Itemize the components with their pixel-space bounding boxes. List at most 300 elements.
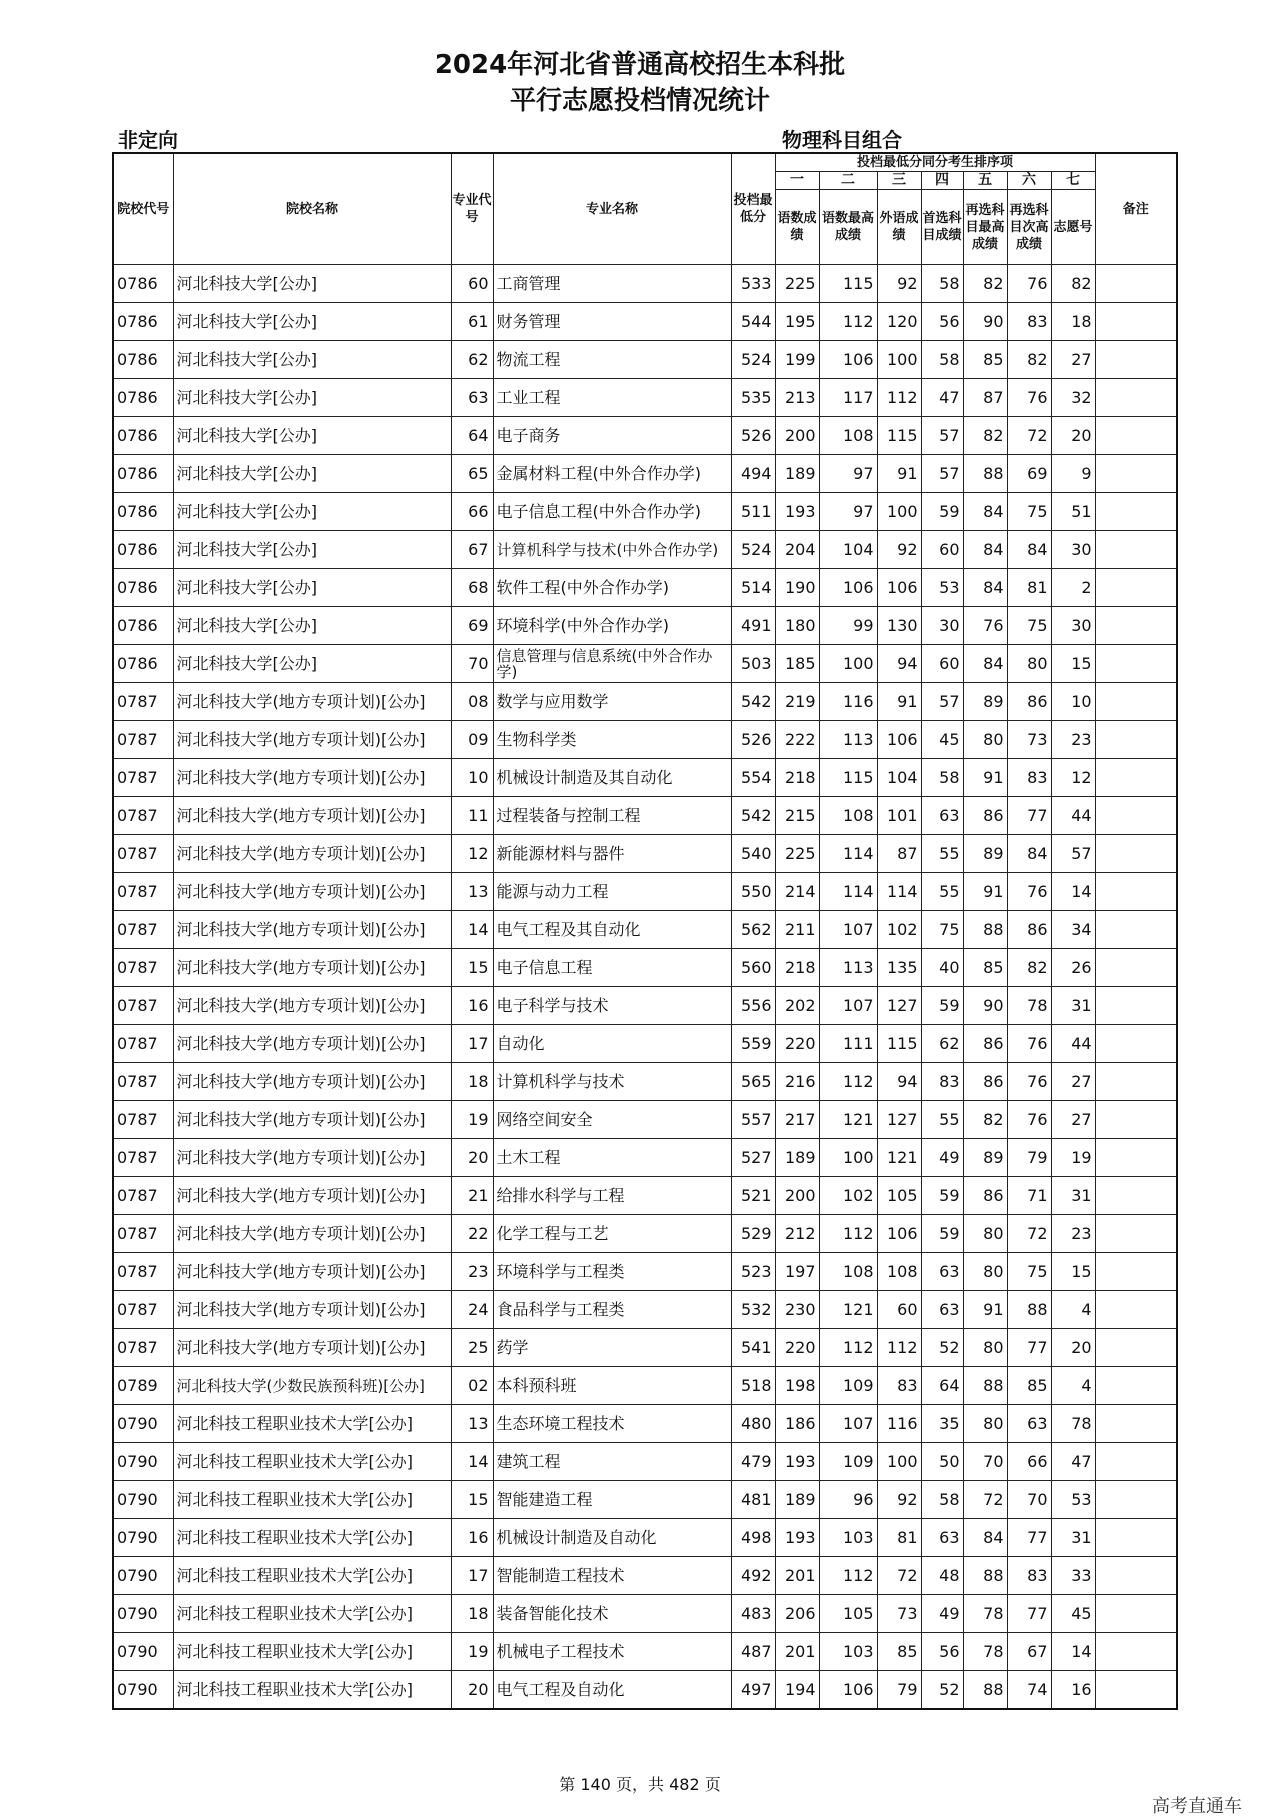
min-score-cell: 526 xyxy=(731,417,775,455)
rank-item-3-cell: 101 xyxy=(877,797,921,835)
major-name-cell: 给排水科学与工程 xyxy=(493,1177,731,1215)
rank-item-4-cell: 58 xyxy=(921,1481,963,1519)
school-code-cell: 0790 xyxy=(113,1519,173,1557)
min-score-cell: 532 xyxy=(731,1291,775,1329)
remark-cell xyxy=(1095,1557,1177,1595)
rank-item-4-cell: 62 xyxy=(921,1025,963,1063)
major-code-cell: 22 xyxy=(451,1215,493,1253)
rank-item-7-cell: 23 xyxy=(1051,721,1095,759)
major-code-cell: 13 xyxy=(451,873,493,911)
rank-item-5-cell: 84 xyxy=(963,645,1007,683)
rank-item-6-cell: 75 xyxy=(1007,607,1051,645)
rank-item-6-cell: 76 xyxy=(1007,265,1051,303)
rank-item-6-cell: 75 xyxy=(1007,1253,1051,1291)
rank-item-6-cell: 83 xyxy=(1007,1557,1051,1595)
rank-item-4-cell: 55 xyxy=(921,873,963,911)
rank-item-2-cell: 108 xyxy=(819,1253,877,1291)
rank-item-5-cell: 87 xyxy=(963,379,1007,417)
remark-cell xyxy=(1095,1595,1177,1633)
rank-item-4-cell: 75 xyxy=(921,911,963,949)
school-name-cell: 河北科技工程职业技术大学[公办] xyxy=(173,1557,451,1595)
school-name-cell: 河北科技大学(地方专项计划)[公办] xyxy=(173,1291,451,1329)
remark-cell xyxy=(1095,1329,1177,1367)
rank-item-6-cell: 69 xyxy=(1007,455,1051,493)
header-remark: 备注 xyxy=(1095,153,1177,265)
major-code-cell: 11 xyxy=(451,797,493,835)
rank-item-2-cell: 107 xyxy=(819,911,877,949)
rank-item-7-cell: 26 xyxy=(1051,949,1095,987)
min-score-cell: 529 xyxy=(731,1215,775,1253)
min-score-cell: 491 xyxy=(731,607,775,645)
school-code-cell: 0786 xyxy=(113,265,173,303)
header-sub-item: 语数成绩 xyxy=(775,190,819,265)
school-name-cell: 河北科技大学(地方专项计划)[公办] xyxy=(173,721,451,759)
remark-cell xyxy=(1095,797,1177,835)
header-sub-item: 首选科目成绩 xyxy=(921,190,963,265)
school-name-cell: 河北科技工程职业技术大学[公办] xyxy=(173,1519,451,1557)
rank-item-6-cell: 77 xyxy=(1007,1329,1051,1367)
rank-item-3-cell: 106 xyxy=(877,721,921,759)
rank-item-1-cell: 204 xyxy=(775,531,819,569)
min-score-cell: 540 xyxy=(731,835,775,873)
rank-item-2-cell: 121 xyxy=(819,1101,877,1139)
rank-item-3-cell: 100 xyxy=(877,493,921,531)
rank-item-2-cell: 107 xyxy=(819,1405,877,1443)
school-code-cell: 0790 xyxy=(113,1671,173,1710)
major-name-cell: 装备智能化技术 xyxy=(493,1595,731,1633)
rank-item-7-cell: 30 xyxy=(1051,531,1095,569)
rank-item-5-cell: 86 xyxy=(963,797,1007,835)
rank-item-3-cell: 105 xyxy=(877,1177,921,1215)
rank-item-3-cell: 60 xyxy=(877,1291,921,1329)
major-code-cell: 70 xyxy=(451,645,493,683)
remark-cell xyxy=(1095,1253,1177,1291)
remark-cell xyxy=(1095,1177,1177,1215)
header-ordinal: 三 xyxy=(877,172,921,190)
rank-item-1-cell: 200 xyxy=(775,417,819,455)
rank-item-2-cell: 103 xyxy=(819,1519,877,1557)
rank-item-1-cell: 186 xyxy=(775,1405,819,1443)
remark-cell xyxy=(1095,759,1177,797)
rank-item-2-cell: 112 xyxy=(819,1329,877,1367)
min-score-cell: 521 xyxy=(731,1177,775,1215)
rank-item-4-cell: 40 xyxy=(921,949,963,987)
major-code-cell: 02 xyxy=(451,1367,493,1405)
rank-item-7-cell: 27 xyxy=(1051,1063,1095,1101)
rank-item-2-cell: 102 xyxy=(819,1177,877,1215)
rank-item-4-cell: 49 xyxy=(921,1139,963,1177)
table-row xyxy=(113,265,1177,303)
rank-item-4-cell: 60 xyxy=(921,645,963,683)
school-code-cell: 0790 xyxy=(113,1481,173,1519)
rank-item-5-cell: 85 xyxy=(963,949,1007,987)
major-code-cell: 08 xyxy=(451,683,493,721)
school-name-cell: 河北科技工程职业技术大学[公办] xyxy=(173,1595,451,1633)
table-header xyxy=(113,153,1177,265)
rank-item-5-cell: 88 xyxy=(963,1671,1007,1710)
header-ordinal: 二 xyxy=(819,172,877,190)
rank-item-2-cell: 117 xyxy=(819,379,877,417)
school-name-cell: 河北科技大学(地方专项计划)[公办] xyxy=(173,1063,451,1101)
min-score-cell: 498 xyxy=(731,1519,775,1557)
school-code-cell: 0789 xyxy=(113,1367,173,1405)
min-score-cell: 565 xyxy=(731,1063,775,1101)
remark-cell xyxy=(1095,911,1177,949)
rank-item-5-cell: 70 xyxy=(963,1443,1007,1481)
major-name-cell: 工业工程 xyxy=(493,379,731,417)
table-row xyxy=(113,1329,1177,1367)
rank-item-7-cell: 31 xyxy=(1051,1177,1095,1215)
table-row xyxy=(113,531,1177,569)
school-name-cell: 河北科技大学(地方专项计划)[公办] xyxy=(173,835,451,873)
major-code-cell: 18 xyxy=(451,1063,493,1101)
major-code-cell: 15 xyxy=(451,1481,493,1519)
rank-item-4-cell: 63 xyxy=(921,1519,963,1557)
rank-item-6-cell: 84 xyxy=(1007,835,1051,873)
rank-item-1-cell: 213 xyxy=(775,379,819,417)
header-ordinal: 一 xyxy=(775,172,819,190)
min-score-cell: 541 xyxy=(731,1329,775,1367)
remark-cell xyxy=(1095,379,1177,417)
header-major-code: 专业代号 xyxy=(451,153,493,265)
remark-cell xyxy=(1095,265,1177,303)
header-sub-item: 再选科目次高成绩 xyxy=(1007,190,1051,265)
rank-item-5-cell: 90 xyxy=(963,303,1007,341)
school-name-cell: 河北科技大学(地方专项计划)[公办] xyxy=(173,949,451,987)
min-score-cell: 511 xyxy=(731,493,775,531)
rank-item-5-cell: 80 xyxy=(963,1405,1007,1443)
school-code-cell: 0787 xyxy=(113,873,173,911)
rank-item-6-cell: 82 xyxy=(1007,949,1051,987)
rank-item-1-cell: 218 xyxy=(775,949,819,987)
rank-item-1-cell: 220 xyxy=(775,1329,819,1367)
school-code-cell: 0786 xyxy=(113,531,173,569)
rank-item-5-cell: 88 xyxy=(963,455,1007,493)
major-name-cell: 计算机科学与技术(中外合作办学) xyxy=(493,531,731,569)
min-score-cell: 526 xyxy=(731,721,775,759)
rank-item-4-cell: 59 xyxy=(921,1177,963,1215)
rank-item-3-cell: 73 xyxy=(877,1595,921,1633)
rank-item-3-cell: 121 xyxy=(877,1139,921,1177)
rank-item-5-cell: 91 xyxy=(963,873,1007,911)
school-code-cell: 0786 xyxy=(113,569,173,607)
rank-item-2-cell: 97 xyxy=(819,455,877,493)
rank-item-6-cell: 82 xyxy=(1007,341,1051,379)
rank-item-4-cell: 64 xyxy=(921,1367,963,1405)
remark-cell xyxy=(1095,987,1177,1025)
rank-item-7-cell: 14 xyxy=(1051,873,1095,911)
major-name-cell: 机械电子工程技术 xyxy=(493,1633,731,1671)
rank-item-3-cell: 72 xyxy=(877,1557,921,1595)
major-code-cell: 10 xyxy=(451,759,493,797)
table-row xyxy=(113,1177,1177,1215)
rank-item-5-cell: 82 xyxy=(963,417,1007,455)
remark-cell xyxy=(1095,303,1177,341)
rank-item-3-cell: 130 xyxy=(877,607,921,645)
page-subtitle: 平行志愿投档情况统计 xyxy=(509,86,770,116)
rank-item-2-cell: 99 xyxy=(819,607,877,645)
rank-item-2-cell: 114 xyxy=(819,873,877,911)
rank-item-2-cell: 115 xyxy=(819,759,877,797)
rank-item-4-cell: 49 xyxy=(921,1595,963,1633)
school-name-cell: 河北科技大学[公办] xyxy=(173,645,451,683)
table-row xyxy=(113,493,1177,531)
table-row xyxy=(113,1253,1177,1291)
rank-item-1-cell: 225 xyxy=(775,265,819,303)
major-name-cell: 化学工程与工艺 xyxy=(493,1215,731,1253)
school-name-cell: 河北科技大学[公办] xyxy=(173,379,451,417)
table-row xyxy=(113,721,1177,759)
min-score-cell: 527 xyxy=(731,1139,775,1177)
table-row xyxy=(113,645,1177,683)
school-name-cell: 河北科技大学[公办] xyxy=(173,569,451,607)
rank-item-6-cell: 77 xyxy=(1007,1519,1051,1557)
school-name-cell: 河北科技大学(地方专项计划)[公办] xyxy=(173,873,451,911)
min-score-cell: 518 xyxy=(731,1367,775,1405)
min-score-cell: 523 xyxy=(731,1253,775,1291)
rank-item-3-cell: 100 xyxy=(877,1443,921,1481)
major-code-cell: 20 xyxy=(451,1671,493,1710)
min-score-cell: 514 xyxy=(731,569,775,607)
rank-item-4-cell: 59 xyxy=(921,987,963,1025)
rank-item-5-cell: 89 xyxy=(963,683,1007,721)
rank-item-1-cell: 212 xyxy=(775,1215,819,1253)
rank-item-1-cell: 222 xyxy=(775,721,819,759)
rank-item-4-cell: 57 xyxy=(921,455,963,493)
min-score-cell: 556 xyxy=(731,987,775,1025)
rank-item-1-cell: 200 xyxy=(775,1177,819,1215)
rank-item-3-cell: 87 xyxy=(877,835,921,873)
rank-item-1-cell: 193 xyxy=(775,1519,819,1557)
school-name-cell: 河北科技大学(地方专项计划)[公办] xyxy=(173,1139,451,1177)
rank-item-6-cell: 80 xyxy=(1007,645,1051,683)
rank-item-6-cell: 74 xyxy=(1007,1671,1051,1710)
header-school-code: 院校代号 xyxy=(113,153,173,265)
table-row xyxy=(113,455,1177,493)
rank-item-7-cell: 18 xyxy=(1051,303,1095,341)
rank-item-5-cell: 84 xyxy=(963,1519,1007,1557)
rank-item-7-cell: 27 xyxy=(1051,1101,1095,1139)
remark-cell xyxy=(1095,1519,1177,1557)
rank-item-1-cell: 214 xyxy=(775,873,819,911)
school-name-cell: 河北科技大学[公办] xyxy=(173,417,451,455)
rank-item-6-cell: 72 xyxy=(1007,417,1051,455)
rank-item-5-cell: 76 xyxy=(963,607,1007,645)
rank-item-7-cell: 33 xyxy=(1051,1557,1095,1595)
remark-cell xyxy=(1095,607,1177,645)
major-name-cell: 生态环境工程技术 xyxy=(493,1405,731,1443)
rank-item-7-cell: 27 xyxy=(1051,341,1095,379)
school-code-cell: 0787 xyxy=(113,797,173,835)
major-name-cell: 财务管理 xyxy=(493,303,731,341)
rank-item-2-cell: 113 xyxy=(819,949,877,987)
min-score-cell: 481 xyxy=(731,1481,775,1519)
min-score-cell: 559 xyxy=(731,1025,775,1063)
rank-item-3-cell: 91 xyxy=(877,683,921,721)
rank-item-6-cell: 84 xyxy=(1007,531,1051,569)
major-name-cell: 智能制造工程技术 xyxy=(493,1557,731,1595)
rank-item-5-cell: 85 xyxy=(963,341,1007,379)
school-name-cell: 河北科技大学(地方专项计划)[公办] xyxy=(173,1177,451,1215)
rank-item-5-cell: 88 xyxy=(963,1367,1007,1405)
table-row xyxy=(113,1139,1177,1177)
major-name-cell: 网络空间安全 xyxy=(493,1101,731,1139)
remark-cell xyxy=(1095,1443,1177,1481)
rank-item-3-cell: 92 xyxy=(877,1481,921,1519)
major-name-cell: 药学 xyxy=(493,1329,731,1367)
school-code-cell: 0786 xyxy=(113,645,173,683)
min-score-cell: 494 xyxy=(731,455,775,493)
rank-item-7-cell: 2 xyxy=(1051,569,1095,607)
major-code-cell: 62 xyxy=(451,341,493,379)
rank-item-5-cell: 88 xyxy=(963,1557,1007,1595)
rank-item-5-cell: 80 xyxy=(963,721,1007,759)
remark-cell xyxy=(1095,417,1177,455)
school-code-cell: 0787 xyxy=(113,835,173,873)
rank-item-2-cell: 112 xyxy=(819,303,877,341)
rank-item-1-cell: 190 xyxy=(775,569,819,607)
header-rank-group: 投档最低分同分考生排序项 xyxy=(775,153,1095,172)
remark-cell xyxy=(1095,341,1177,379)
min-score-cell: 479 xyxy=(731,1443,775,1481)
header-min-score: 投档最低分 xyxy=(731,153,775,265)
rank-item-3-cell: 127 xyxy=(877,1101,921,1139)
header-ordinal: 五 xyxy=(963,172,1007,190)
table-row xyxy=(113,1291,1177,1329)
rank-item-3-cell: 92 xyxy=(877,531,921,569)
major-name-cell: 软件工程(中外合作办学) xyxy=(493,569,731,607)
rank-item-1-cell: 197 xyxy=(775,1253,819,1291)
watermark-logo: 高考直通车 xyxy=(1152,1796,1242,1817)
rank-item-3-cell: 115 xyxy=(877,417,921,455)
rank-item-3-cell: 112 xyxy=(877,379,921,417)
rank-item-4-cell: 56 xyxy=(921,303,963,341)
rank-item-1-cell: 225 xyxy=(775,835,819,873)
rank-item-7-cell: 44 xyxy=(1051,1025,1095,1063)
table-row xyxy=(113,1481,1177,1519)
school-name-cell: 河北科技工程职业技术大学[公办] xyxy=(173,1633,451,1671)
rank-item-7-cell: 16 xyxy=(1051,1671,1095,1710)
rank-item-2-cell: 109 xyxy=(819,1443,877,1481)
major-code-cell: 65 xyxy=(451,455,493,493)
school-code-cell: 0790 xyxy=(113,1633,173,1671)
rank-item-3-cell: 127 xyxy=(877,987,921,1025)
rank-item-3-cell: 81 xyxy=(877,1519,921,1557)
major-name-cell: 金属材料工程(中外合作办学) xyxy=(493,455,731,493)
rank-item-6-cell: 70 xyxy=(1007,1481,1051,1519)
major-name-cell: 电子科学与技术 xyxy=(493,987,731,1025)
rank-item-5-cell: 84 xyxy=(963,531,1007,569)
rank-item-7-cell: 12 xyxy=(1051,759,1095,797)
major-name-cell: 智能建造工程 xyxy=(493,1481,731,1519)
major-name-cell: 环境科学与工程类 xyxy=(493,1253,731,1291)
school-name-cell: 河北科技工程职业技术大学[公办] xyxy=(173,1481,451,1519)
major-code-cell: 09 xyxy=(451,721,493,759)
rank-item-5-cell: 80 xyxy=(963,1329,1007,1367)
rank-item-1-cell: 201 xyxy=(775,1557,819,1595)
rank-item-7-cell: 31 xyxy=(1051,987,1095,1025)
major-name-cell: 本科预科班 xyxy=(493,1367,731,1405)
rank-item-1-cell: 194 xyxy=(775,1671,819,1710)
rank-item-6-cell: 67 xyxy=(1007,1633,1051,1671)
rank-item-6-cell: 77 xyxy=(1007,797,1051,835)
rank-item-1-cell: 211 xyxy=(775,911,819,949)
school-name-cell: 河北科技大学(地方专项计划)[公办] xyxy=(173,683,451,721)
rank-item-3-cell: 115 xyxy=(877,1025,921,1063)
school-code-cell: 0787 xyxy=(113,1063,173,1101)
major-name-cell: 物流工程 xyxy=(493,341,731,379)
table-row xyxy=(113,1443,1177,1481)
rank-item-1-cell: 206 xyxy=(775,1595,819,1633)
subject-group-label: 物理科目组合 xyxy=(782,128,902,152)
table-row xyxy=(113,911,1177,949)
rank-item-7-cell: 4 xyxy=(1051,1291,1095,1329)
rank-item-6-cell: 83 xyxy=(1007,303,1051,341)
rank-item-7-cell: 19 xyxy=(1051,1139,1095,1177)
rank-item-6-cell: 76 xyxy=(1007,1025,1051,1063)
min-score-cell: 544 xyxy=(731,303,775,341)
major-name-cell: 环境科学(中外合作办学) xyxy=(493,607,731,645)
rank-item-4-cell: 53 xyxy=(921,569,963,607)
remark-cell xyxy=(1095,949,1177,987)
rank-item-6-cell: 76 xyxy=(1007,1101,1051,1139)
major-name-cell: 建筑工程 xyxy=(493,1443,731,1481)
rank-item-2-cell: 116 xyxy=(819,683,877,721)
school-code-cell: 0786 xyxy=(113,493,173,531)
remark-cell xyxy=(1095,1063,1177,1101)
rank-item-1-cell: 219 xyxy=(775,683,819,721)
rank-item-4-cell: 55 xyxy=(921,1101,963,1139)
school-name-cell: 河北科技工程职业技术大学[公办] xyxy=(173,1671,451,1710)
major-name-cell: 机械设计制造及自动化 xyxy=(493,1519,731,1557)
rank-item-4-cell: 63 xyxy=(921,1253,963,1291)
major-name-cell: 电子信息工程(中外合作办学) xyxy=(493,493,731,531)
remark-cell xyxy=(1095,1405,1177,1443)
major-name-cell: 能源与动力工程 xyxy=(493,873,731,911)
rank-item-4-cell: 55 xyxy=(921,835,963,873)
major-code-cell: 63 xyxy=(451,379,493,417)
rank-item-4-cell: 57 xyxy=(921,683,963,721)
rank-item-1-cell: 180 xyxy=(775,607,819,645)
major-code-cell: 12 xyxy=(451,835,493,873)
rank-item-3-cell: 104 xyxy=(877,759,921,797)
rank-item-2-cell: 105 xyxy=(819,1595,877,1633)
rank-item-2-cell: 115 xyxy=(819,265,877,303)
school-code-cell: 0787 xyxy=(113,1025,173,1063)
rank-item-2-cell: 109 xyxy=(819,1367,877,1405)
major-name-cell: 工商管理 xyxy=(493,265,731,303)
major-code-cell: 68 xyxy=(451,569,493,607)
rank-item-6-cell: 76 xyxy=(1007,1063,1051,1101)
rank-item-1-cell: 189 xyxy=(775,455,819,493)
school-name-cell: 河北科技大学[公办] xyxy=(173,531,451,569)
rank-item-5-cell: 84 xyxy=(963,493,1007,531)
rank-item-3-cell: 94 xyxy=(877,645,921,683)
school-name-cell: 河北科技大学(地方专项计划)[公办] xyxy=(173,1025,451,1063)
rank-item-7-cell: 44 xyxy=(1051,797,1095,835)
rank-item-1-cell: 217 xyxy=(775,1101,819,1139)
rank-item-1-cell: 220 xyxy=(775,1025,819,1063)
school-code-cell: 0786 xyxy=(113,379,173,417)
rank-item-1-cell: 193 xyxy=(775,1443,819,1481)
min-score-cell: 542 xyxy=(731,797,775,835)
rank-item-6-cell: 77 xyxy=(1007,1595,1051,1633)
remark-cell xyxy=(1095,683,1177,721)
table-row xyxy=(113,303,1177,341)
rank-item-3-cell: 102 xyxy=(877,911,921,949)
major-name-cell: 电气工程及自动化 xyxy=(493,1671,731,1710)
rank-item-3-cell: 116 xyxy=(877,1405,921,1443)
